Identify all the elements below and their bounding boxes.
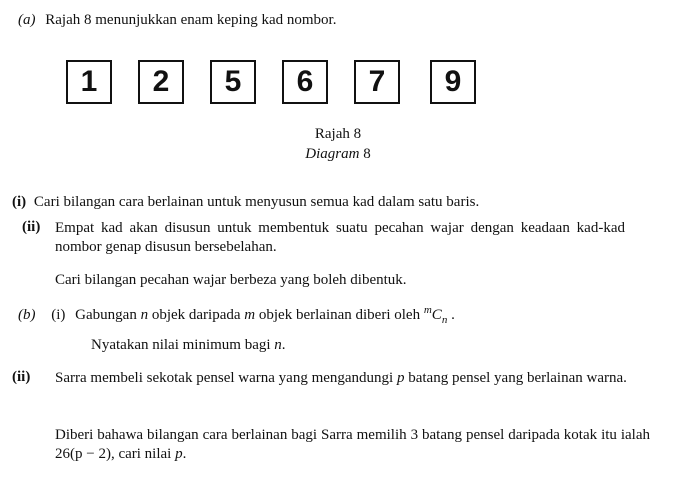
question-b-ii-given-text-2: , cari nilai [110,446,176,462]
variable-n: n [274,337,282,353]
part-a-text: Rajah 8 menunjukkan enam keping kad nombor. [45,12,337,28]
question-a-ii-label: (ii) [22,219,41,235]
question-b-i-task [91,337,286,354]
question-b-ii-text [55,369,650,388]
expression: 26(p − 2) [55,446,111,462]
question-a-ii-text: Empat kad akan disusun untuk membentuk suatu pecahan wajar dengan keadaan kad-kad nombor genap disusun bersebelahan. [55,220,625,255]
number-card: 6 [282,60,328,104]
combination-symbol: C [431,307,442,323]
question-b-ii-given-end: . [182,446,187,462]
superscript-m: m [423,304,432,316]
diagram-caption-word: Diagram [305,146,360,162]
question-a-ii-task: Cari bilangan pecahan wajar berbeza yang boleh dibentuk. [55,272,407,288]
part-a-label: (a) [18,12,36,28]
question-b-ii-given [55,426,650,464]
question-b-i-period: . [447,307,455,323]
variable-n: n [140,307,149,323]
number-card: 7 [354,60,400,104]
variable-p: p [175,446,183,462]
question-a-i [12,194,479,211]
number-card: 1 [66,60,112,104]
question-b-i-task-text: Nyatakan nilai minimum bagi [91,337,275,353]
question-b-i [18,304,455,326]
question-b-ii-text-1: Sarra membeli sekotak pensel warna yang mengandungi [55,370,397,386]
diagram-caption-malay: Rajah 8 [314,126,362,142]
variable-p: p [396,370,405,386]
question-b-i-text-2: objek daripada [148,307,245,323]
question-b-ii-given-text: Diberi bahawa bilangan cara berlainan bagi Sarra memilih 3 batang pensel daripada kotak itu ialah [55,427,650,443]
question-b-i-label: (i) [51,307,66,323]
question-b-i-text-3: objek berlainan diberi oleh [255,307,424,323]
question-a-i-label: (i) [12,194,27,210]
question-b-i-text-1: Gabungan [75,307,141,323]
diagram-caption-english [0,146,676,163]
question-b-ii-label: (ii) [12,369,31,385]
question-a-i-text: Cari bilangan cara berlainan untuk menyusun semua kad dalam satu baris. [33,194,480,210]
variable-m: m [244,307,256,323]
number-card: 5 [210,60,256,104]
diagram-caption-number: 8 [363,146,371,162]
part-b-label: (b) [18,307,36,323]
question-b-i-task-end: . [281,337,286,353]
number-card: 2 [138,60,184,104]
question-b-ii-text-2: batang pensel yang berlainan warna. [404,370,627,386]
subscript-n: n [441,314,448,326]
number-card: 9 [430,60,476,104]
part-a-intro [18,12,336,29]
